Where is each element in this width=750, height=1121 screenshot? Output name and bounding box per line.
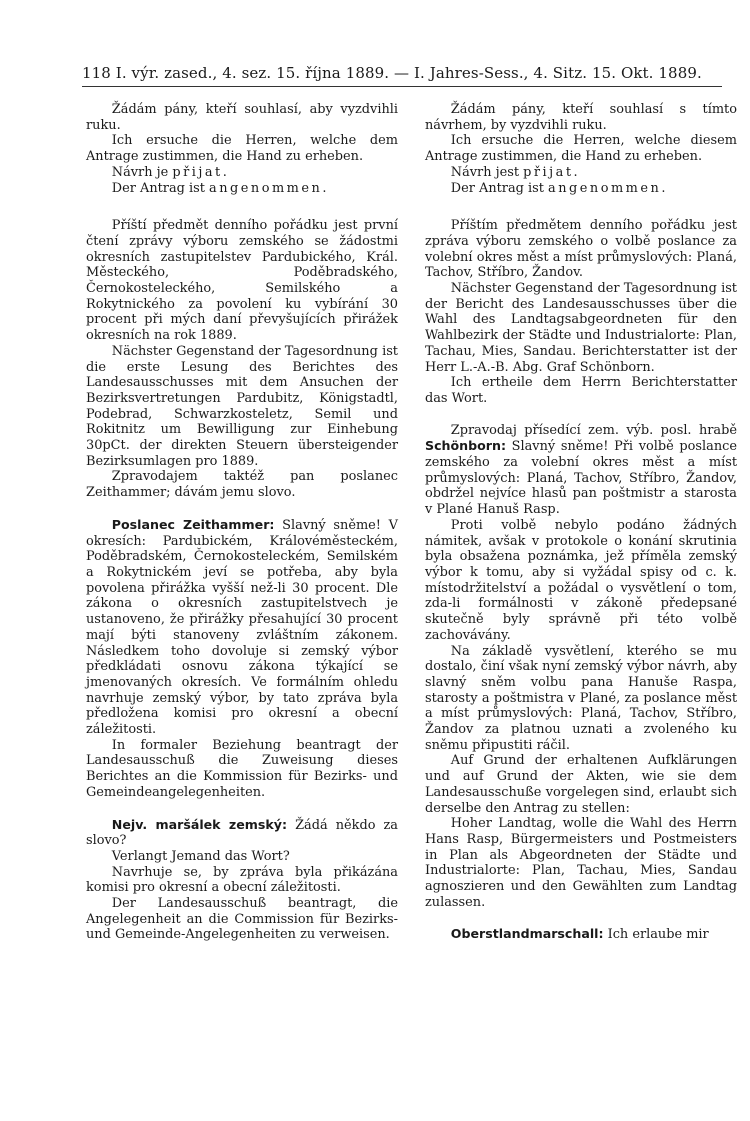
left-p6: Nächster Gegenstand der Tagesordnung ist die erste Lesung des Berichtes des Landesausschusses mit dem Ansuchen der Bezirksvertretungen Pardubitz, Königstadtl, Podebrad, Schwarzkosteletz, Semil und Rokitnitz um Bewilligung zur Einhebung 30pCt. der direkten Steuern übersteigender Bezirksumlagen pro 1889. — [86, 343, 398, 469]
right-p8-text: Slavný sněme! Při volbě poslance zemského za volební okres měst a míst průmyslových: Planá, Tachov, Stříbro, Žandov, obdržel nejvíce hlasů pan poštmistr a starosta v Plané Hanuš Rasp. — [425, 439, 737, 518]
right-p3-spaced: přijat. — [523, 164, 581, 180]
right-p8 — [425, 423, 737, 518]
left-p12: Navrhuje se, by zpráva byla přikázána komisi pro okresní a obecní záležitosti. — [86, 864, 398, 896]
right-p4 — [425, 181, 737, 197]
left-p1: Žádám pány, kteří souhlasí, aby vyzdvihli ruku. — [86, 102, 398, 133]
left-p3-spaced: přijat. — [172, 164, 230, 180]
left-p4 — [86, 181, 398, 197]
left-p3 — [86, 165, 398, 181]
right-p6: Nächster Gegenstand der Tagesordnung ist der Bericht des Landesausschusses über die Wahl des Landtagsabgeordneten für den Wahlbezirk der Städte und Industrialorte: Plan, Tachau, Mies, Sandau. Berichterstatter ist der Herr L.-A.-B. Abg. Graf Schönborn. — [425, 281, 737, 375]
left-p3-text: Návrh je — [111, 164, 173, 180]
right-p3 — [425, 165, 737, 181]
left-p8-text: Slavný sněme! V okresích: Pardubickém, Královéměsteckém, Poděbradském, Černokosteleckém, Semilském a Rokytnickém jeví se potřeba, aby byla povolena přirážka vyšší než-li 30 procent. Dle zákona o okresních zastupitelstvech je ustanoveno, že přirážky přesahující 30 procent mají býti stanoveny zvláštním zákonem. Následkem toho dovoluje si zemský výbor předkládati osnovu zákona týkající se jmenovaných okresích. Ve formálním ohledu navrhuje zemský výbor, by tato zpráva byla předložena komisi pro okresní a obecní záležitosti. — [86, 517, 398, 738]
left-p10-text: Žádá někdo za slovo? — [86, 817, 398, 849]
left-p5: Příští předmět denního pořádku jest první čtení zprávy výboru zemského se žádostmi okresních zastupitelstev Pardubického, Král. Městeckého, Poděbradského, Černokosteleckého, Semilského a Rokytnického za povolení ku vybírání 30 procent při mých daní převyšujících přirážek okresních na rok 1889. — [86, 218, 398, 344]
speaker-oberstlandmarschall: Oberstlandmarschall: — [450, 926, 604, 942]
left-p4-text: Der Antrag ist — [111, 180, 210, 196]
left-p10 — [86, 817, 398, 849]
right-p7: Ich ertheile dem Herrn Berichterstatter das Wort. — [425, 375, 737, 406]
left-p9: In formaler Beziehung beantragt der Landesausschuß die Zuweisung dieses Berichtes an die Kommission für Bezirks- und Gemeindeangelegenheiten. — [86, 737, 398, 800]
left-p8 — [86, 517, 398, 738]
speaker-marsalek: Nejv. maršálek zemský: — [111, 816, 288, 832]
header-rule — [82, 86, 722, 87]
right-p13-text: Ich erlaube mir — [603, 927, 709, 943]
left-p4-spaced: angenommen. — [209, 180, 329, 196]
right-p11: Auf Grund der erhaltenen Aufklärungen und auf Grund der Akten, wie sie dem Landesausschuße vorgelegen sind, erlaubt sich derselbe den Antrag zu stellen: — [425, 753, 737, 816]
left-p11: Verlangt Jemand das Wort? — [111, 848, 290, 864]
right-column — [425, 102, 737, 943]
right-p4-text: Der Antrag ist — [450, 180, 549, 196]
right-p5: Příštím předmětem denního pořádku jest zpráva výboru zemského o volbě poslance za volební okres měst a míst průmyslových: Planá, Tachov, Stříbro, Žandov. — [425, 218, 737, 281]
speaker-schonborn: Schönborn: — [425, 438, 506, 454]
right-p4-spaced: angenommen. — [548, 180, 668, 196]
speaker-zeithammer: Poslanec Zeithammer: — [111, 516, 275, 532]
page-header: 118 I. výr. zased., 4. sez. 15. října 1889. — I. Jahres-Sess., 4. Sitz. 15. Okt. 1889. — [82, 64, 702, 82]
right-p1: Žádám pány, kteří souhlasí s tímto návrhem, by vyzdvihli ruku. — [425, 102, 737, 133]
left-p13: Der Landesausschuß beantragt, die Angelegenheit an die Commission für Bezirks- und Gemeinde-Angelegenheiten zu verweisen. — [86, 896, 398, 943]
right-p12: Hoher Landtag, wolle die Wahl des Herrn Hans Rasp, Bürgermeisters und Postmeisters in Plan als Abgeordneten der Städte und Industrialorte: Plan, Tachau, Mies, Sandau agnoszieren und den Gewählten zum Landtag zulassen. — [425, 816, 737, 910]
left-p2: Ich ersuche die Herren, welche dem Antrage zustimmen, die Hand zu erheben. — [86, 133, 398, 165]
right-p8-pre: Zpravodaj přísedící zem. výb. posl. hrabě — [450, 422, 737, 438]
right-p13 — [425, 926, 737, 943]
left-p7: Zpravodajem taktéž pan poslanec Zeithammer; dávám jemu slovo. — [86, 469, 398, 501]
right-p9: Proti volbě nebylo podáno žádných námitek, avšak v protokole o konání skrutinia byla obsažena poznámka, jež příměla zemský výbor k tomu, aby si vyžádal spisy od c. k. místodržitelství a požádal o vysvětlení o tom, zda-li formálnosti v zákoně předepsané skutečně byly správně při této volbě zachovávány. — [425, 517, 737, 643]
right-p10: Na základě vysvětlení, kterého se mu dostalo, činí však nyní zemský výbor návrh, aby slavný sněm volbu pana Hanuše Raspa, starosty a poštmistra v Plané, za poslance měst a míst průmyslových: Planá, Tachov, Stříbro, Žandov za platnou uznati a zvoleného ku sněmu připustiti ráčil. — [425, 643, 737, 753]
left-column — [86, 102, 398, 943]
right-p2: Ich ersuche die Herren, welche diesem Antrage zustimmen, die Hand zu erheben. — [425, 133, 737, 165]
right-p3-text: Návrh jest — [450, 164, 524, 180]
